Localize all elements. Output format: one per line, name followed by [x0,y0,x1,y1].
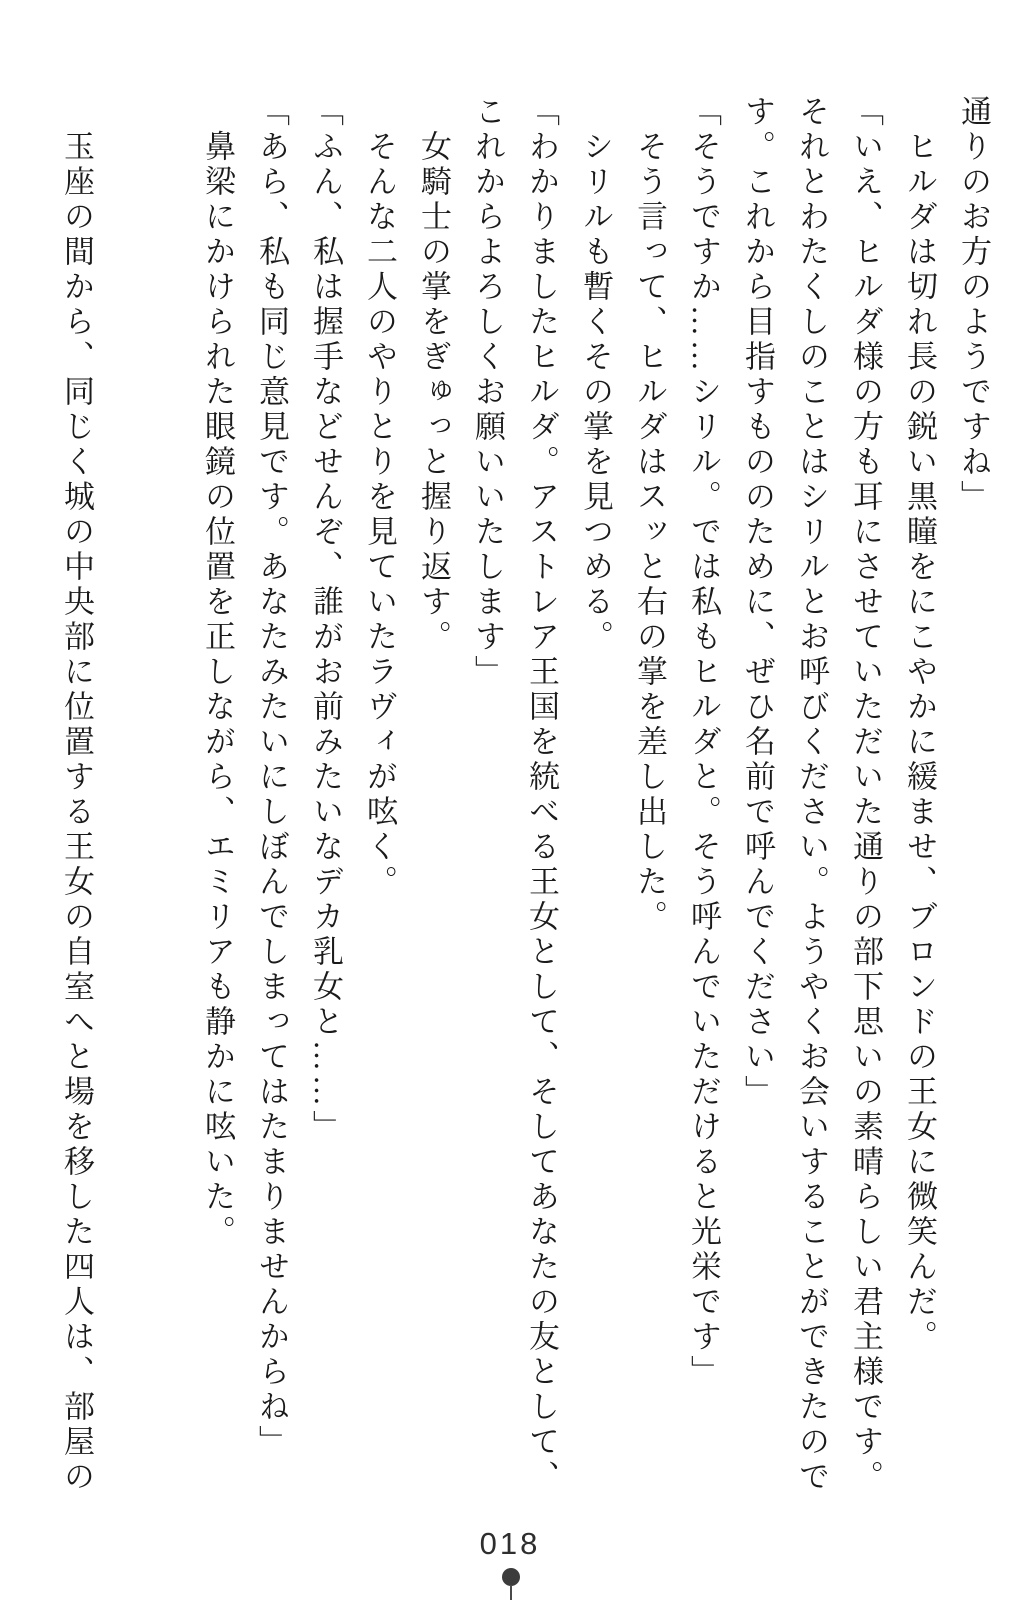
text-line: 「そうですか……シリル。では私もヒルダと。そう呼んでいただけると光栄です」 [686,95,721,1390]
text-line: 女騎士の掌をぎゅっと握り返す。 [416,95,451,655]
text-line: 「わかりましたヒルダ。アストレア王国を統べる王女として、そしてあなたの友として、 [524,95,559,1495]
text-line: これからよろしくお願いいたします」 [470,95,505,690]
text-line: そんな二人のやりとりを見ていたラヴィが呟く。 [362,95,397,900]
text-line: ヒルダは切れ長の鋭い黒瞳をにこやかに緩ませ、ブロンドの王女に微笑んだ。 [902,95,937,1355]
page-ornament-dot-icon [502,1568,520,1586]
text-line: 「あら、私も同じ意見です。あなたみたいにしぼんでしまってはたまりませんからね」 [254,95,289,1460]
page-number: 018 [479,1526,541,1561]
text-line: 通りのお方のようですね」 [956,95,991,515]
text-line: それとわたくしのことはシリルとお呼びください。ようやくお会いすることができたので [794,95,829,1495]
text-line: 「いえ、ヒルダ様の方も耳にさせていただいた通りの部下思いの素晴らしい君主様です。 [848,95,883,1495]
text-line: そう言って、ヒルダはスッと右の掌を差し出した。 [632,95,667,935]
text-line: 「ふん、私は握手などせんぞ、誰がお前みたいなデカ乳女と……」 [308,95,343,1145]
page-ornament-stem [510,1585,512,1600]
text-line: す。これから目指すもののために、ぜひ名前で呼んでください」 [740,95,775,1110]
text-line: シリルも暫くその掌を見つめる。 [578,95,613,655]
text-columns [39,0,990,1505]
text-line: 鼻梁にかけられた眼鏡の位置を正しながら、エミリアも静かに呟いた。 [200,95,235,1250]
text-line: 玉座の間から、同じく城の中央部に位置する王女の自室へと場を移した四人は、部屋の [59,95,94,1495]
